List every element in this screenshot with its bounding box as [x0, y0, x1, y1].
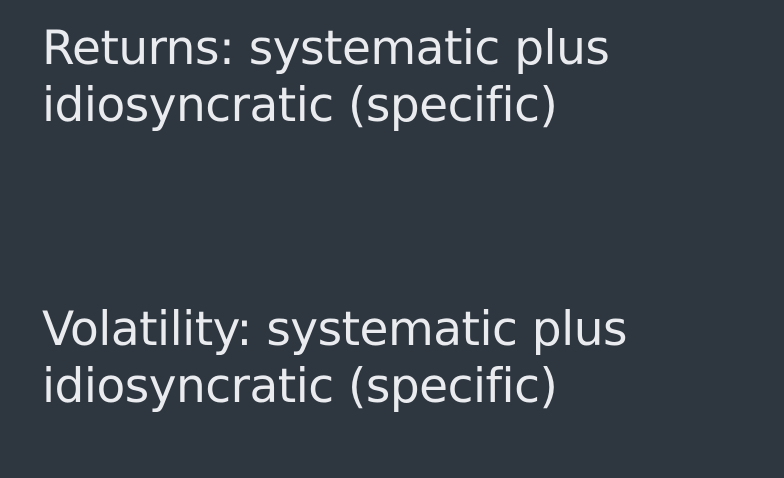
volatility-line-2: idiosyncratic (specific) — [42, 359, 558, 414]
volatility-text-block — [42, 301, 762, 415]
returns-text-block — [42, 20, 762, 134]
returns-line-1: Returns: systematic plus — [42, 21, 610, 76]
returns-line-2: idiosyncratic (specific) — [42, 78, 558, 133]
volatility-line-1: Volatility: systematic plus — [42, 302, 627, 357]
